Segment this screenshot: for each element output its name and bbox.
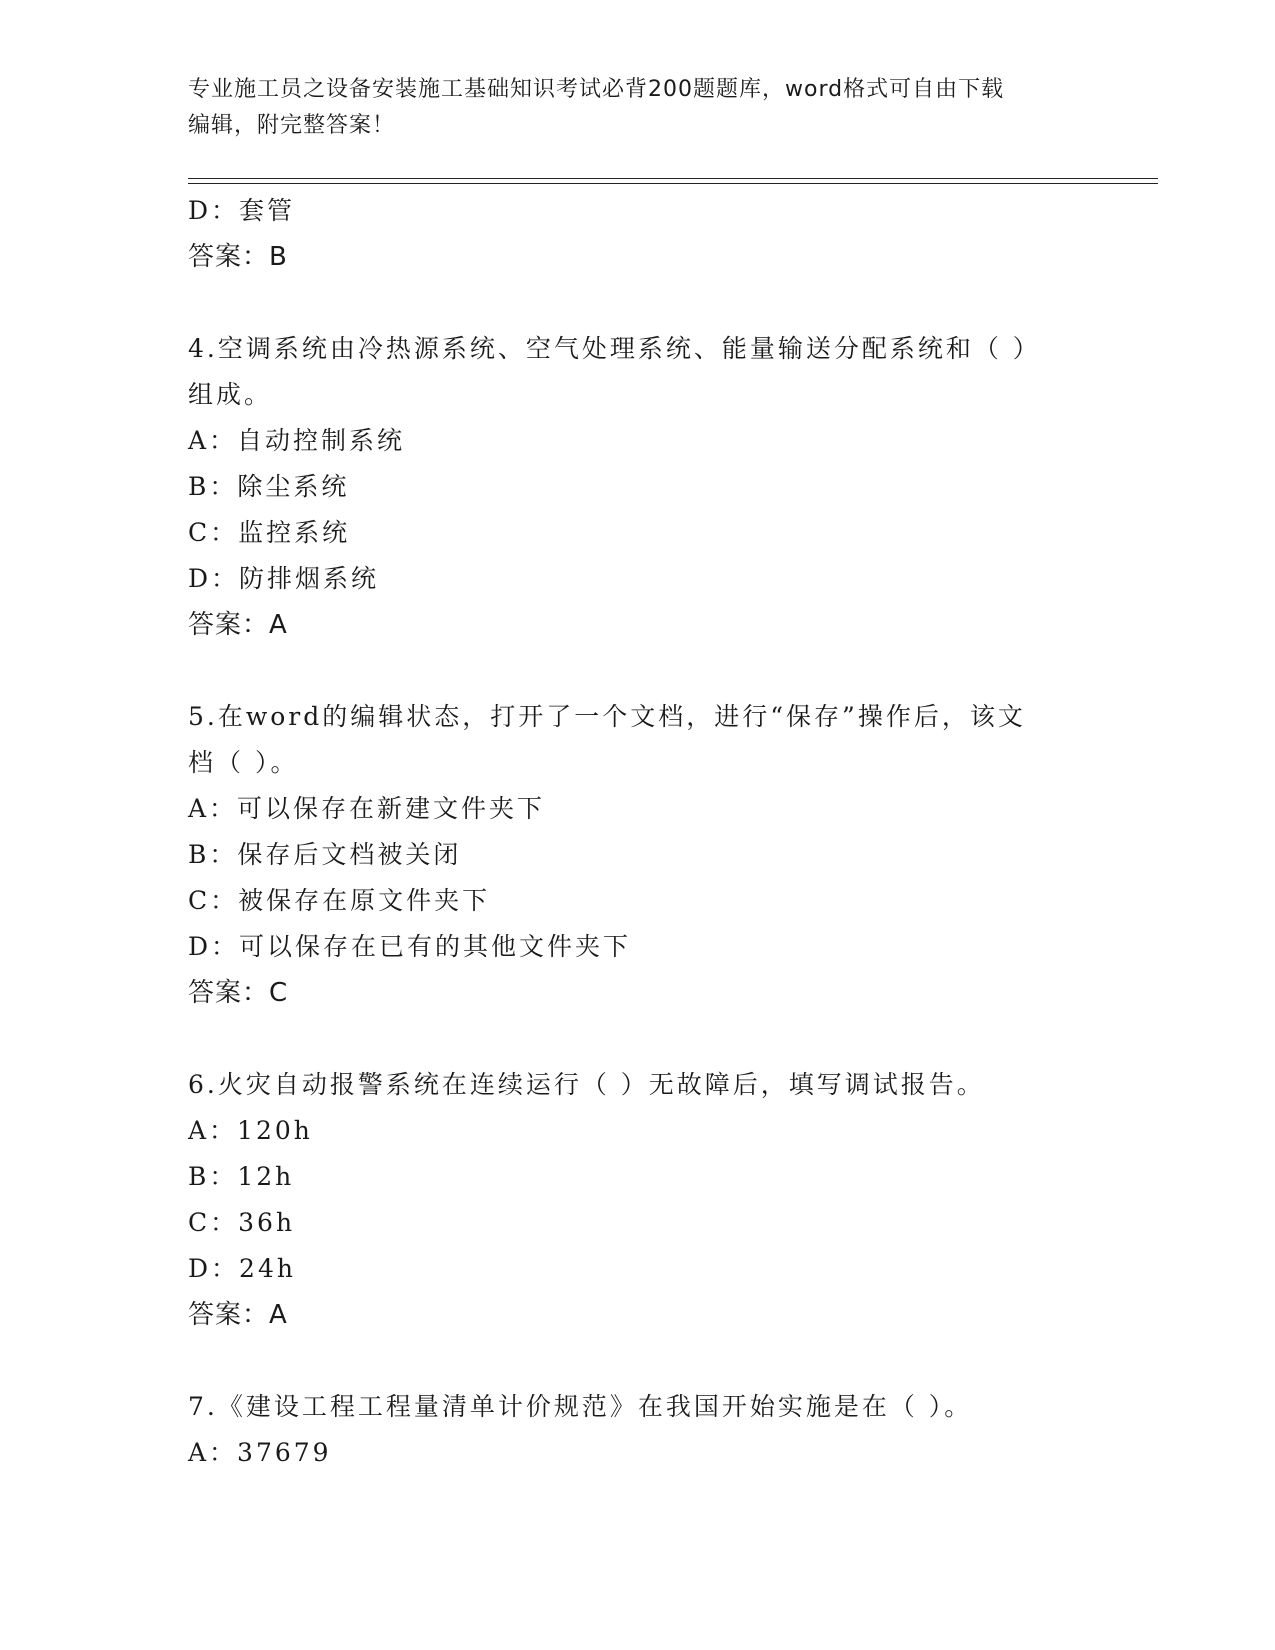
question-stem-continued: 档（ ）。: [188, 748, 299, 777]
spacer: [188, 648, 1088, 694]
option-d: D：可以保存在已有的其他文件夹下: [188, 932, 632, 961]
option-b: B：12h: [188, 1162, 295, 1191]
option-a: A：37679: [188, 1438, 332, 1467]
spacer: [188, 1016, 1088, 1062]
option-b: B：除尘系统: [188, 472, 350, 501]
option-c: C：监控系统: [188, 518, 351, 547]
answer-line: 答案：C: [188, 978, 289, 1008]
question-stem: 4.空调系统由冷热源系统、空气处理系统、能量输送分配系统和（ ）: [188, 334, 1041, 363]
question-stem: 5.在word的编辑状态，打开了一个文档，进行“保存”操作后，该文: [188, 702, 1026, 731]
page-header: [188, 72, 1088, 144]
question-list: [188, 188, 1088, 1476]
option-a: A：120h: [188, 1116, 313, 1145]
answer-line: 答案：A: [188, 610, 288, 640]
question-stem: 6.火灾自动报警系统在连续运行（ ）无故障后，填写调试报告。: [188, 1070, 985, 1099]
header-line-1: 专业施工员之设备安装施工基础知识考试必背200题题库，word格式可自由下载: [188, 77, 1005, 102]
spacer: [188, 280, 1088, 326]
question-stem: 7.《建设工程工程量清单计价规范》在我国开始实施是在（ ）。: [188, 1392, 973, 1421]
option-c: C：36h: [188, 1208, 296, 1237]
option-b: B：保存后文档被关闭: [188, 840, 462, 869]
answer-line: 答案：B: [188, 242, 288, 272]
option-c: C：被保存在原文件夹下: [188, 886, 491, 915]
option-d: D：防排烟系统: [188, 564, 380, 593]
option-a: A：自动控制系统: [188, 426, 406, 455]
spacer: [188, 1338, 1088, 1384]
question-stem-continued: 组成。: [188, 380, 273, 409]
header-divider: [188, 178, 1158, 184]
option-d: D：24h: [188, 1254, 296, 1283]
header-line-2: 编辑，附完整答案！: [188, 113, 396, 138]
option-a: A：可以保存在新建文件夹下: [188, 794, 546, 823]
answer-line: 答案：A: [188, 1300, 288, 1330]
option-d: D：套管: [188, 196, 296, 225]
